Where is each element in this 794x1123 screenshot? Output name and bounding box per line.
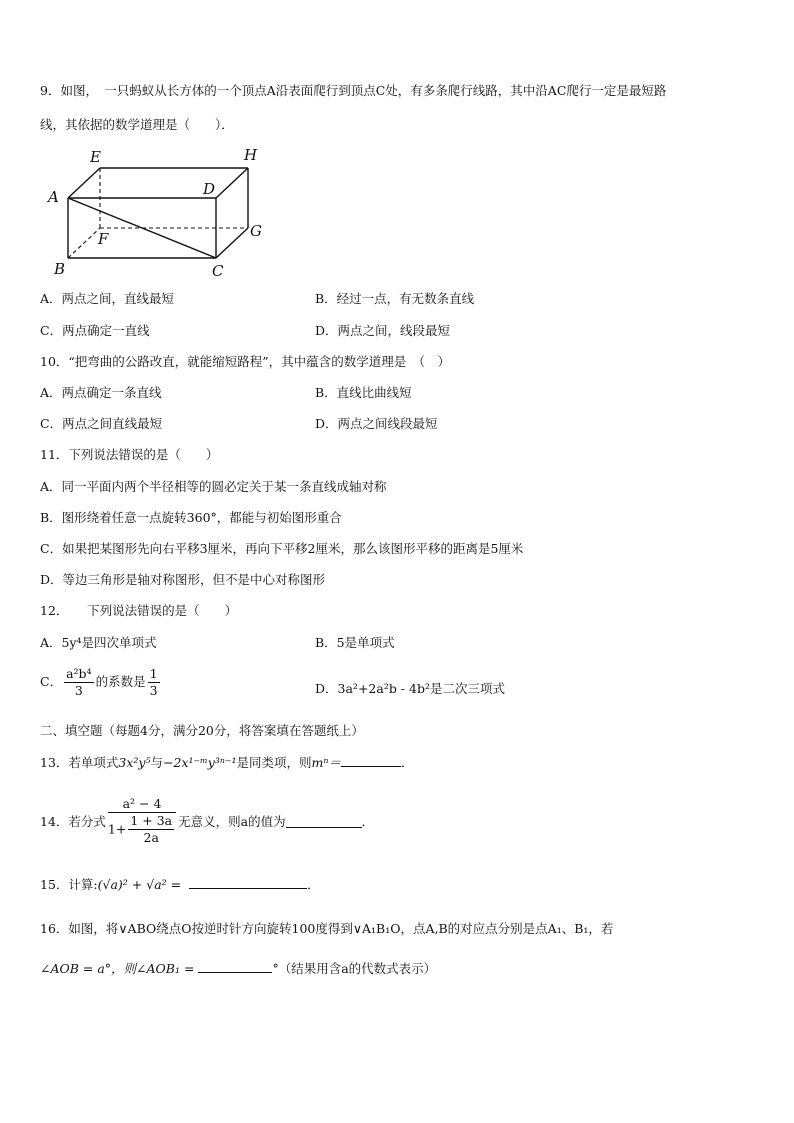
q11-option-c: C．如果把某图形先向右平移3厘米，再向下平移2厘米，那么该图形平移的距离是5厘米 bbox=[40, 541, 524, 556]
q15-stem bbox=[40, 876, 320, 894]
q16-line2-a: ∠AOB = a°，则∠AOB₁ = bbox=[40, 961, 195, 976]
q11-stem: 11．下列说法错误的是（ ） bbox=[40, 447, 219, 462]
q14-inner-fraction bbox=[128, 813, 174, 846]
q9-stem-line2: 线，其依据的数学道理是（ ）． bbox=[40, 117, 234, 132]
q12-option-c bbox=[40, 666, 162, 699]
q14-prefix: 14．若分式 bbox=[40, 814, 106, 829]
q12-option-c-prefix: C． bbox=[40, 674, 63, 689]
q12-option-d: D．3a²+2a²b - 4b²是二次三项式 bbox=[315, 681, 505, 696]
q12-c-fraction bbox=[64, 666, 93, 699]
label-F: F bbox=[98, 230, 109, 248]
q12-option-a: A．5y⁴是四次单项式 bbox=[40, 635, 157, 650]
q10-option-a: A．两点确定一条直线 bbox=[40, 385, 162, 400]
q14-answer-blank[interactable] bbox=[286, 815, 362, 828]
q12-stem: 12． 下列说法错误的是（ ） bbox=[40, 603, 238, 618]
q14-den-lead: 1+ bbox=[107, 821, 127, 837]
q9-option-d: D．两点之间，线段最短 bbox=[315, 323, 451, 338]
q16-answer-blank[interactable] bbox=[198, 960, 272, 973]
label-D: D bbox=[203, 180, 216, 198]
q10-option-c: C．两点之间直线最短 bbox=[40, 416, 163, 431]
q15-answer-blank[interactable] bbox=[189, 876, 307, 889]
q14-end: ． bbox=[361, 814, 375, 829]
q14-stem bbox=[40, 796, 374, 846]
q14-suffix: 无意义，则a的值为 bbox=[178, 814, 286, 829]
label-B: B bbox=[54, 260, 66, 278]
label-A: A bbox=[48, 188, 59, 206]
q14-inner-den: 2a bbox=[143, 830, 159, 845]
q11-option-d: D．等边三角形是轴对称图形，但不是中心对称图形 bbox=[40, 572, 326, 587]
q14-fraction bbox=[108, 796, 176, 846]
q13-stem bbox=[40, 754, 413, 772]
q11-option-b: B．图形绕着任意一点旋转360°，都能与初始图形重合 bbox=[40, 510, 342, 525]
q9-option-a: A．两点之间，直线最短 bbox=[40, 291, 175, 306]
q15-end: ． bbox=[307, 877, 320, 892]
q13-prefix: 13．若单项式 bbox=[40, 755, 119, 770]
q13-suffix: 是同类项，则 bbox=[236, 755, 312, 770]
q12-c-coef-den: 3 bbox=[149, 683, 158, 698]
label-H: H bbox=[244, 146, 258, 164]
cuboid-figure bbox=[40, 140, 280, 285]
q14-numerator: a² − 4 bbox=[108, 796, 176, 813]
q15-expr: (√a)² + √a² = bbox=[97, 877, 182, 892]
q15-prefix: 15．计算: bbox=[40, 877, 98, 892]
q10-option-d: D．两点之间线段最短 bbox=[315, 416, 438, 431]
q16-stem-line2 bbox=[40, 960, 436, 978]
q11-option-a: A．同一平面内两个半径相等的圆必定关于某一条直线成轴对称 bbox=[40, 479, 387, 494]
q16-line2-b: °（结果用含a的代数式表示） bbox=[272, 961, 437, 976]
q9-stem-line1: 9．如图， 一只蚂蚁从长方体的一个顶点A沿表面爬行到顶点C处，有多条爬行线路，其中沿AC爬行一定是最短路 bbox=[40, 83, 667, 98]
q13-term1: 3x²y⁵ bbox=[118, 755, 151, 770]
q9-option-b: B．经过一点，有无数条直线 bbox=[315, 291, 475, 306]
q12-c-fraction-num: a²b⁴ bbox=[66, 666, 92, 681]
q12-c-coef bbox=[148, 666, 160, 699]
label-G: G bbox=[250, 222, 262, 240]
q12-c-coef-num: 1 bbox=[149, 666, 158, 681]
q13-mid: 与 bbox=[150, 755, 164, 770]
q13-end: ． bbox=[400, 755, 414, 770]
q13-answer-blank[interactable] bbox=[341, 754, 401, 767]
q12-option-c-mid: 的系数是 bbox=[95, 674, 146, 689]
q14-inner-num: 1 + 3a bbox=[130, 813, 173, 828]
q14-denominator bbox=[108, 813, 176, 846]
label-E: E bbox=[90, 148, 101, 166]
q10-stem: 10．“把弯曲的公路改直，就能缩短路程”，其中蕴含的数学道理是 （ ） bbox=[40, 354, 450, 369]
q10-option-b: B．直线比曲线短 bbox=[315, 385, 412, 400]
label-C: C bbox=[212, 262, 224, 280]
q16-stem-line1: 16．如图，将∨ABO绕点O按逆时针方向旋转100度得到∨A₁B₁O，点A,B的对应点分别是点A₁、B₁，若 bbox=[40, 921, 614, 936]
q13-term2: −2x¹⁻ᵐy³ⁿ⁻¹ bbox=[163, 755, 237, 770]
q12-c-fraction-den: 3 bbox=[74, 683, 83, 698]
q9-option-c: C．两点确定一直线 bbox=[40, 323, 150, 338]
q12-option-b: B．5是单项式 bbox=[315, 635, 395, 650]
q13-expr: mⁿ＝ bbox=[311, 755, 341, 770]
section2-heading: 二、填空题（每题4分，满分20分，将答案填在答题纸上） bbox=[40, 723, 364, 738]
